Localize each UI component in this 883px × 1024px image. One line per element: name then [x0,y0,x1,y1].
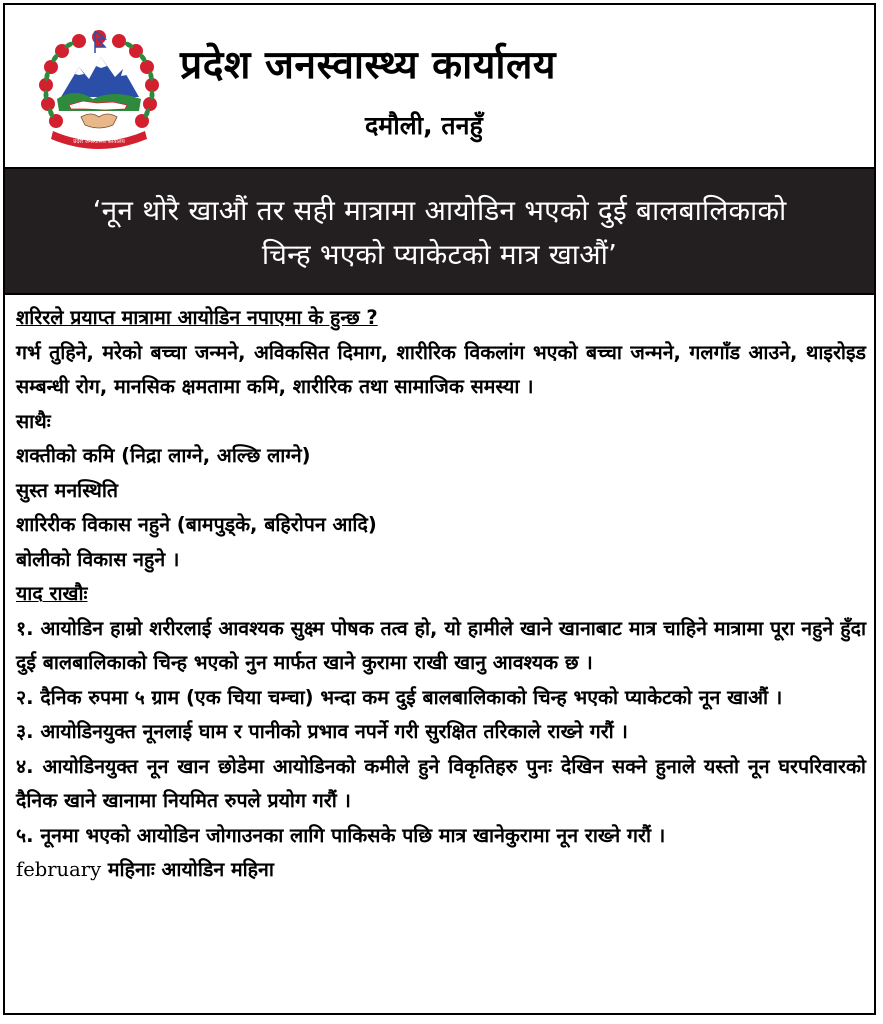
notice-frame [3,3,876,1015]
remember-point: ४. आयोडिनयुक्त नून खान छोडेमा आयोडिनको कमीले हुने विकृतिहरु पुनः देखिन सक्ने हुनाले यस्तो नून घरपरिवारको दैनिक खाने खानामा नियमित रुपले प्रयोग गरौं । [16,754,866,812]
effects-paragraph: गर्भ तुहिने, मरेको बच्चा जन्मने, अविकसित दिमाग, शारीरिक विकलांग भएको बच्चा जन्मने, गलगाँड आउने, थाइरोइड सम्बन्धी रोग, मानसिक क्षमतामा कमि, शारीरिक तथा सामाजिक समस्या । [16,340,866,398]
effect-item: शक्तीको कमि (निद्रा लाग्ने, अल्छि लाग्ने) [16,444,311,467]
effect-item: सुस्त मनस्थिति [16,478,119,502]
remember-point: ५. नूनमा भएको आयोडिन जोगाउनका लागि पाकिसके पछि मात्र खानेकुरामा नून राख्ने गरौं । [16,823,666,847]
effect-item: शारिरीक विकास नहुने (बामपुड्के, बहिरोपन आदि) [16,513,377,536]
month-label: महिनाः आयोडिन महिना [107,858,274,881]
remember-point: २. दैनिक रुपमा ५ ग्राम (एक चिया चम्चा) भन्दा कम दुई बालबालिकाको चिन्ह भएको प्याकेटको नून खाऔं । [16,685,783,709]
effect-item: बोलीको विकास नहुने । [16,547,180,571]
slogan-line-2: चिन्ह भएको प्याकेटको मात्र खाऔं’ [261,238,618,271]
remember-point: ३. आयोडिनयुक्त नूनलाई घाम र पानीको प्रभाव नपर्ने गरी सुरक्षित तरिकाले राख्ने गरौं । [16,720,628,743]
nepal-emblem-icon [35,27,163,155]
slogan-line-1: ‘नून थोरै खाऔं तर सही मात्रामा आयोडिन भएको दुई बालबालिकाको [92,194,787,227]
office-title: प्रदेश जनस्वास्थ्य कार्यालय [180,43,557,88]
emblem-caption: प्रदेश जनस्वास्थ्य कार्यालय [73,139,125,145]
remember-point: १. आयोडिन हाम्रो शरीरलाई आवश्यक सुक्ष्म पोषक तत्व हो, यो हामीले खाने खानाबाट मात्र चाहिने मात्रामा पूरा नहुने हुँदा दुई बालबालिकाको चिन्ह भएको नुन मार्फत खाने कुरामा राखी खानु आवश्यक छ । [16,616,866,674]
section-heading-remember: याद राखौः [16,582,88,605]
section-heading-effects: शरिरले प्रयाप्त मात्रामा आयोडिन नपाएमा के हुन्छ ? [16,306,378,329]
slogan-banner [5,167,874,295]
office-address: दमौली, तनहुँ [365,111,483,140]
footer-month-line [16,853,866,888]
notice-header [5,5,874,167]
notice-content [16,301,866,888]
also-label: साथैः [16,409,51,433]
month-english: february [16,858,102,881]
